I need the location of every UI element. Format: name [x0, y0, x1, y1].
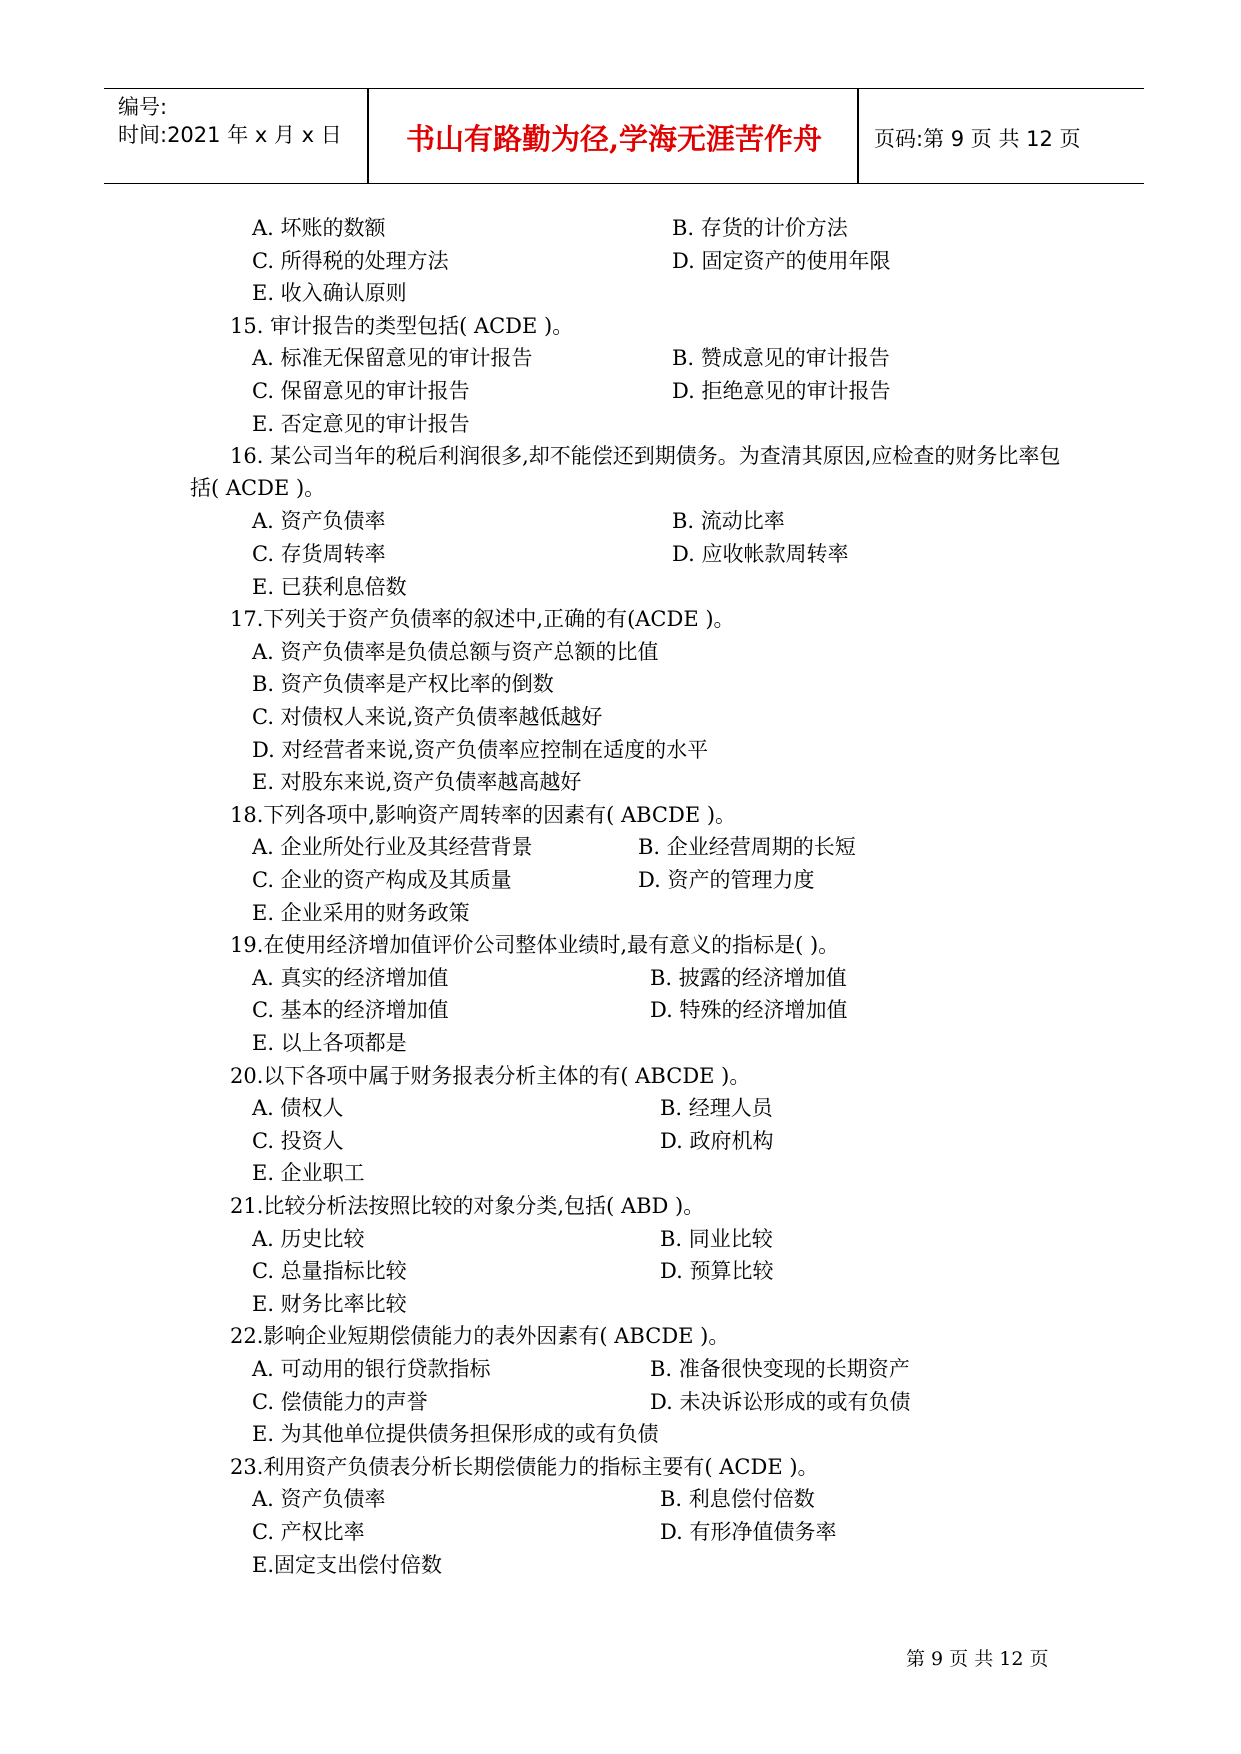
answer-option: C. 所得税的处理方法 — [252, 248, 449, 273]
answer-option: C. 企业的资产构成及其质量 — [252, 868, 512, 892]
answer-option: E. 已获利息倍数 — [252, 574, 407, 599]
answer-option: C. 偿债能力的声誉 — [252, 1389, 428, 1414]
question-stem: 18.下列各项中,影响资产周转率的因素有( ABCDE )。 — [230, 802, 737, 827]
answer-option: C. 存货周转率 — [252, 542, 386, 566]
answer-option: E. 对股东来说,资产负债率越高越好 — [252, 770, 582, 795]
answer-option: D. 拒绝意见的审计报告 — [672, 379, 891, 403]
answer-option: B. 准备很快变现的长期资产 — [650, 1357, 910, 1381]
answer-option: C. 投资人 — [252, 1128, 344, 1153]
answer-option: E. 财务比率比较 — [252, 1291, 407, 1316]
document-time-label: 时间:2021 年 x 月 x 日 — [118, 123, 342, 147]
answer-option: A. 真实的经济增加值 — [252, 965, 449, 990]
header-motto: 书山有路勤为径,学海无涯苦作舟 — [405, 122, 823, 156]
answer-option: B. 存货的计价方法 — [672, 216, 848, 240]
answer-option: E.固定支出偿付倍数 — [252, 1552, 443, 1577]
question-stem: 15. 审计报告的类型包括( ACDE )。 — [230, 313, 574, 338]
answer-option: A. 坏账的数额 — [252, 216, 386, 240]
answer-option: D. 应收帐款周转率 — [672, 542, 849, 566]
answer-option: B. 企业经营周期的长短 — [638, 835, 856, 860]
answer-option: E. 收入确认原则 — [252, 281, 407, 306]
answer-option: C. 保留意见的审计报告 — [252, 379, 470, 403]
question-stem: 16. 某公司当年的税后利润很多,却不能偿还到期债务。为查清其原因,应检查的财务比率包括( ACDE )。 — [190, 444, 1061, 501]
answer-option: A. 可动用的银行贷款指标 — [252, 1357, 491, 1381]
answer-option: A. 资产负债率 — [252, 1487, 386, 1512]
question-stem: 23.利用资产负债表分析长期偿债能力的指标主要有( ACDE )。 — [230, 1454, 819, 1479]
question-stem: 21.比较分析法按照比较的对象分类,包括( ABD )。 — [230, 1194, 705, 1218]
question-stem: 20.以下各项中属于财务报表分析主体的有( ABCDE )。 — [230, 1063, 751, 1088]
answer-option: B. 经理人员 — [660, 1096, 773, 1121]
answer-option: B. 资产负债率是产权比率的倒数 — [252, 672, 554, 697]
answer-option: D. 对经营者来说,资产负债率应控制在适度的水平 — [252, 737, 709, 762]
answer-option: B. 同业比较 — [660, 1226, 773, 1251]
answer-option: D. 固定资产的使用年限 — [672, 248, 891, 273]
answer-option: C. 总量指标比较 — [252, 1259, 407, 1284]
answer-option: E. 否定意见的审计报告 — [252, 411, 470, 436]
question-stem: 22.影响企业短期偿债能力的表外因素有( ABCDE )。 — [230, 1324, 730, 1349]
answer-option: B. 赞成意见的审计报告 — [672, 346, 890, 371]
answer-option: B. 披露的经济增加值 — [650, 965, 847, 990]
answer-option: E. 企业职工 — [252, 1161, 365, 1186]
answer-option: B. 利息偿付倍数 — [660, 1487, 815, 1512]
answer-option: A. 资产负债率是负债总额与资产总额的比值 — [252, 639, 659, 664]
footer-page-number: 第 9 页 共 12 页 — [906, 1648, 1049, 1670]
answer-option: E. 以上各项都是 — [252, 1031, 407, 1055]
answer-option: D. 政府机构 — [660, 1128, 774, 1153]
answer-option: A. 债权人 — [252, 1096, 344, 1121]
answer-option: D. 有形净值债务率 — [660, 1520, 837, 1544]
answer-option: C. 产权比率 — [252, 1520, 365, 1544]
answer-option: C. 基本的经济增加值 — [252, 998, 449, 1023]
header-divider-right — [857, 89, 859, 183]
header-page-number: 页码:第 9 页 共 12 页 — [874, 127, 1081, 151]
question-stem: 19.在使用经济增加值评价公司整体业绩时,最有意义的指标是( )。 — [230, 933, 840, 958]
answer-option: A. 标准无保留意见的审计报告 — [252, 346, 533, 371]
answer-option: C. 对债权人来说,资产负债率越低越好 — [252, 705, 603, 729]
question-stem: 17.下列关于资产负债率的叙述中,正确的有(ACDE )。 — [230, 607, 735, 632]
answer-option: A. 资产负债率 — [252, 509, 386, 534]
page-header — [104, 88, 1144, 184]
answer-option: A. 企业所处行业及其经营背景 — [252, 835, 533, 860]
answer-option: A. 历史比较 — [252, 1226, 365, 1251]
answer-option: E. 为其他单位提供债务担保形成的或有负债 — [252, 1422, 659, 1447]
answer-option: D. 未决诉讼形成的或有负债 — [650, 1389, 911, 1414]
answer-option: D. 资产的管理力度 — [638, 868, 815, 892]
answer-option: E. 企业采用的财务政策 — [252, 900, 470, 925]
answer-option: B. 流动比率 — [672, 509, 785, 534]
document-id-label: 编号: — [118, 95, 168, 119]
answer-option: D. 预算比较 — [660, 1259, 774, 1284]
answer-option: D. 特殊的经济增加值 — [650, 998, 848, 1023]
